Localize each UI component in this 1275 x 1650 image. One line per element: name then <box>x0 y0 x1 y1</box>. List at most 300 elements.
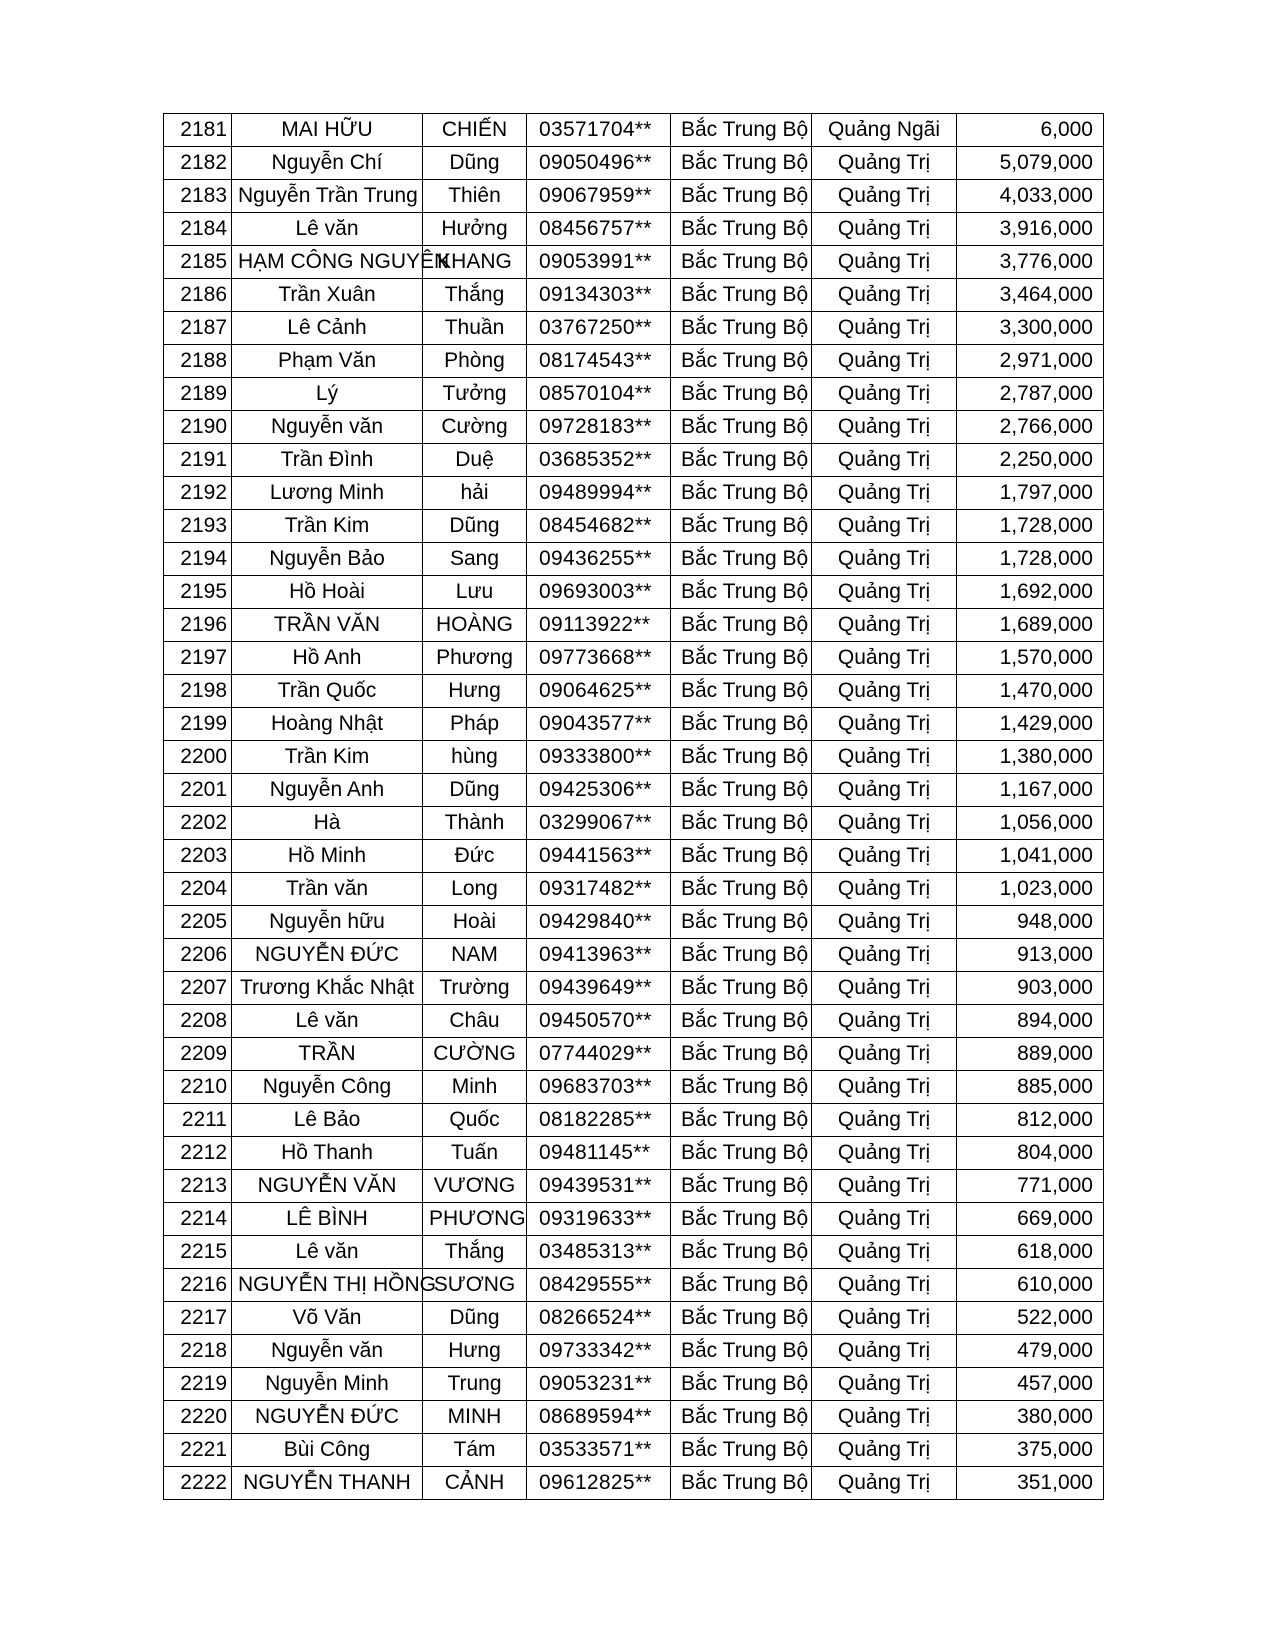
table-row <box>164 576 1104 609</box>
province-cell: Quảng Trị <box>812 1170 957 1203</box>
row-number: 2187 <box>164 312 232 345</box>
surname-cell: Hà <box>232 807 423 840</box>
surname-cell: Lê Bảo <box>232 1104 423 1137</box>
surname-cell: Trần Xuân <box>232 279 423 312</box>
province-cell: Quảng Trị <box>812 609 957 642</box>
given-name-cell: Trường <box>423 972 527 1005</box>
amount-cell: 351,000 <box>957 1467 1104 1500</box>
region-cell: Bắc Trung Bộ <box>671 1302 812 1335</box>
table-row <box>164 213 1104 246</box>
amount-cell: 3,300,000 <box>957 312 1104 345</box>
given-name-cell: Thắng <box>423 1236 527 1269</box>
table-row <box>164 1335 1104 1368</box>
surname-cell: Võ Văn <box>232 1302 423 1335</box>
amount-cell: 1,470,000 <box>957 675 1104 708</box>
region-cell: Bắc Trung Bộ <box>671 1104 812 1137</box>
region-cell: Bắc Trung Bộ <box>671 939 812 972</box>
surname-cell: Trần Đình <box>232 444 423 477</box>
row-number: 2196 <box>164 609 232 642</box>
phone-cell: 08429555** <box>527 1269 671 1302</box>
region-cell: Bắc Trung Bộ <box>671 1269 812 1302</box>
region-cell: Bắc Trung Bộ <box>671 1137 812 1170</box>
phone-cell: 09429840** <box>527 906 671 939</box>
surname-cell: Trần Kim <box>232 741 423 774</box>
given-name-cell: Minh <box>423 1071 527 1104</box>
given-name-cell: PHƯƠNG <box>423 1203 527 1236</box>
region-cell: Bắc Trung Bộ <box>671 675 812 708</box>
region-cell: Bắc Trung Bộ <box>671 972 812 1005</box>
surname-cell: NGUYỄN VĂN <box>232 1170 423 1203</box>
table-row <box>164 609 1104 642</box>
given-name-cell: Thiên <box>423 180 527 213</box>
table-row <box>164 708 1104 741</box>
table-row <box>164 939 1104 972</box>
table-row <box>164 114 1104 147</box>
amount-cell: 1,380,000 <box>957 741 1104 774</box>
province-cell: Quảng Trị <box>812 675 957 708</box>
surname-cell: Nguyễn văn <box>232 1335 423 1368</box>
row-number: 2208 <box>164 1005 232 1038</box>
province-cell: Quảng Trị <box>812 312 957 345</box>
surname-cell: Phạm Văn <box>232 345 423 378</box>
row-number: 2216 <box>164 1269 232 1302</box>
region-cell: Bắc Trung Bộ <box>671 741 812 774</box>
region-cell: Bắc Trung Bộ <box>671 906 812 939</box>
region-cell: Bắc Trung Bộ <box>671 708 812 741</box>
phone-cell: 09439649** <box>527 972 671 1005</box>
amount-cell: 1,797,000 <box>957 477 1104 510</box>
row-number: 2198 <box>164 675 232 708</box>
region-cell: Bắc Trung Bộ <box>671 378 812 411</box>
table-row <box>164 1302 1104 1335</box>
province-cell: Quảng Trị <box>812 1236 957 1269</box>
amount-cell: 894,000 <box>957 1005 1104 1038</box>
region-cell: Bắc Trung Bộ <box>671 1401 812 1434</box>
row-number: 2181 <box>164 114 232 147</box>
region-cell: Bắc Trung Bộ <box>671 642 812 675</box>
amount-cell: 479,000 <box>957 1335 1104 1368</box>
table-row <box>164 807 1104 840</box>
table-row <box>164 873 1104 906</box>
phone-cell: 09683703** <box>527 1071 671 1104</box>
surname-cell: Nguyễn Minh <box>232 1368 423 1401</box>
data-table <box>163 113 1104 1500</box>
table-row <box>164 1170 1104 1203</box>
phone-cell: 09612825** <box>527 1467 671 1500</box>
phone-cell: 08570104** <box>527 378 671 411</box>
row-number: 2201 <box>164 774 232 807</box>
amount-cell: 1,023,000 <box>957 873 1104 906</box>
given-name-cell: Đức <box>423 840 527 873</box>
row-number: 2182 <box>164 147 232 180</box>
region-cell: Bắc Trung Bộ <box>671 114 812 147</box>
region-cell: Bắc Trung Bộ <box>671 1038 812 1071</box>
amount-cell: 1,570,000 <box>957 642 1104 675</box>
province-cell: Quảng Trị <box>812 1335 957 1368</box>
row-number: 2192 <box>164 477 232 510</box>
table-row <box>164 1467 1104 1500</box>
phone-cell: 07744029** <box>527 1038 671 1071</box>
amount-cell: 2,766,000 <box>957 411 1104 444</box>
table-row <box>164 1269 1104 1302</box>
amount-cell: 380,000 <box>957 1401 1104 1434</box>
row-number: 2221 <box>164 1434 232 1467</box>
province-cell: Quảng Trị <box>812 642 957 675</box>
phone-cell: 09413963** <box>527 939 671 972</box>
row-number: 2193 <box>164 510 232 543</box>
province-cell: Quảng Trị <box>812 246 957 279</box>
table-row <box>164 543 1104 576</box>
phone-cell: 09050496** <box>527 147 671 180</box>
surname-cell: NGUYỄN ĐỨC <box>232 1401 423 1434</box>
given-name-cell: SƯƠNG <box>423 1269 527 1302</box>
region-cell: Bắc Trung Bộ <box>671 147 812 180</box>
given-name-cell: Tuấn <box>423 1137 527 1170</box>
amount-cell: 771,000 <box>957 1170 1104 1203</box>
table-row <box>164 444 1104 477</box>
table-row <box>164 972 1104 1005</box>
row-number: 2188 <box>164 345 232 378</box>
row-number: 2220 <box>164 1401 232 1434</box>
province-cell: Quảng Trị <box>812 543 957 576</box>
province-cell: Quảng Trị <box>812 213 957 246</box>
given-name-cell: Phòng <box>423 345 527 378</box>
province-cell: Quảng Trị <box>812 708 957 741</box>
surname-cell: Lê văn <box>232 1005 423 1038</box>
surname-cell: Hoàng Nhật <box>232 708 423 741</box>
amount-cell: 5,079,000 <box>957 147 1104 180</box>
surname-cell: Lương Minh <box>232 477 423 510</box>
phone-cell: 09053231** <box>527 1368 671 1401</box>
province-cell: Quảng Trị <box>812 774 957 807</box>
row-number: 2203 <box>164 840 232 873</box>
given-name-cell: CHIẾN <box>423 114 527 147</box>
amount-cell: 457,000 <box>957 1368 1104 1401</box>
surname-cell: Nguyễn Công <box>232 1071 423 1104</box>
province-cell: Quảng Trị <box>812 576 957 609</box>
table-row <box>164 1104 1104 1137</box>
row-number: 2200 <box>164 741 232 774</box>
amount-cell: 1,689,000 <box>957 609 1104 642</box>
surname-cell: MAI HỮU <box>232 114 423 147</box>
surname-cell: Nguyễn Bảo <box>232 543 423 576</box>
province-cell: Quảng Trị <box>812 444 957 477</box>
region-cell: Bắc Trung Bộ <box>671 543 812 576</box>
surname-cell: TRẦN <box>232 1038 423 1071</box>
amount-cell: 4,033,000 <box>957 180 1104 213</box>
given-name-cell: Quốc <box>423 1104 527 1137</box>
phone-cell: 03685352** <box>527 444 671 477</box>
region-cell: Bắc Trung Bộ <box>671 774 812 807</box>
row-number: 2197 <box>164 642 232 675</box>
region-cell: Bắc Trung Bộ <box>671 510 812 543</box>
given-name-cell: Hưởng <box>423 213 527 246</box>
amount-cell: 1,167,000 <box>957 774 1104 807</box>
province-cell: Quảng Trị <box>812 1005 957 1038</box>
region-cell: Bắc Trung Bộ <box>671 609 812 642</box>
given-name-cell: Thuần <box>423 312 527 345</box>
phone-cell: 08266524** <box>527 1302 671 1335</box>
amount-cell: 3,916,000 <box>957 213 1104 246</box>
region-cell: Bắc Trung Bộ <box>671 444 812 477</box>
province-cell: Quảng Trị <box>812 1104 957 1137</box>
row-number: 2183 <box>164 180 232 213</box>
given-name-cell: Duệ <box>423 444 527 477</box>
surname-cell: HẠM CÔNG NGUYÊN <box>232 246 423 279</box>
table-row <box>164 642 1104 675</box>
table-row <box>164 741 1104 774</box>
amount-cell: 948,000 <box>957 906 1104 939</box>
given-name-cell: VƯƠNG <box>423 1170 527 1203</box>
table-row <box>164 312 1104 345</box>
amount-cell: 885,000 <box>957 1071 1104 1104</box>
province-cell: Quảng Trị <box>812 1401 957 1434</box>
row-number: 2204 <box>164 873 232 906</box>
phone-cell: 09439531** <box>527 1170 671 1203</box>
province-cell: Quảng Trị <box>812 840 957 873</box>
province-cell: Quảng Trị <box>812 1038 957 1071</box>
phone-cell: 09481145** <box>527 1137 671 1170</box>
province-cell: Quảng Trị <box>812 1203 957 1236</box>
phone-cell: 09043577** <box>527 708 671 741</box>
province-cell: Quảng Trị <box>812 1467 957 1500</box>
province-cell: Quảng Trị <box>812 147 957 180</box>
amount-cell: 903,000 <box>957 972 1104 1005</box>
row-number: 2211 <box>164 1104 232 1137</box>
region-cell: Bắc Trung Bộ <box>671 807 812 840</box>
province-cell: Quảng Trị <box>812 972 957 1005</box>
amount-cell: 3,776,000 <box>957 246 1104 279</box>
phone-cell: 09053991** <box>527 246 671 279</box>
province-cell: Quảng Trị <box>812 741 957 774</box>
province-cell: Quảng Trị <box>812 477 957 510</box>
table-row <box>164 477 1104 510</box>
table-row <box>164 840 1104 873</box>
row-number: 2195 <box>164 576 232 609</box>
surname-cell: Nguyễn Chí <box>232 147 423 180</box>
row-number: 2210 <box>164 1071 232 1104</box>
region-cell: Bắc Trung Bộ <box>671 477 812 510</box>
phone-cell: 08689594** <box>527 1401 671 1434</box>
row-number: 2205 <box>164 906 232 939</box>
row-number: 2219 <box>164 1368 232 1401</box>
given-name-cell: MINH <box>423 1401 527 1434</box>
row-number: 2206 <box>164 939 232 972</box>
surname-cell: NGUYỄN THANH <box>232 1467 423 1500</box>
phone-cell: 09693003** <box>527 576 671 609</box>
table-row <box>164 1038 1104 1071</box>
region-cell: Bắc Trung Bộ <box>671 1335 812 1368</box>
phone-cell: 08182285** <box>527 1104 671 1137</box>
amount-cell: 1,429,000 <box>957 708 1104 741</box>
given-name-cell: Thành <box>423 807 527 840</box>
row-number: 2218 <box>164 1335 232 1368</box>
amount-cell: 618,000 <box>957 1236 1104 1269</box>
table-row <box>164 279 1104 312</box>
given-name-cell: Hưng <box>423 675 527 708</box>
row-number: 2184 <box>164 213 232 246</box>
given-name-cell: HOÀNG <box>423 609 527 642</box>
province-cell: Quảng Trị <box>812 1434 957 1467</box>
surname-cell: Bùi Công <box>232 1434 423 1467</box>
phone-cell: 03533571** <box>527 1434 671 1467</box>
row-number: 2185 <box>164 246 232 279</box>
region-cell: Bắc Trung Bộ <box>671 840 812 873</box>
row-number: 2191 <box>164 444 232 477</box>
amount-cell: 1,041,000 <box>957 840 1104 873</box>
phone-cell: 09333800** <box>527 741 671 774</box>
phone-cell: 09728183** <box>527 411 671 444</box>
row-number: 2194 <box>164 543 232 576</box>
province-cell: Quảng Trị <box>812 1368 957 1401</box>
region-cell: Bắc Trung Bộ <box>671 1071 812 1104</box>
amount-cell: 804,000 <box>957 1137 1104 1170</box>
amount-cell: 1,056,000 <box>957 807 1104 840</box>
given-name-cell: CẢNH <box>423 1467 527 1500</box>
province-cell: Quảng Trị <box>812 906 957 939</box>
given-name-cell: hùng <box>423 741 527 774</box>
amount-cell: 1,692,000 <box>957 576 1104 609</box>
given-name-cell: Tưởng <box>423 378 527 411</box>
row-number: 2214 <box>164 1203 232 1236</box>
phone-cell: 09317482** <box>527 873 671 906</box>
row-number: 2217 <box>164 1302 232 1335</box>
amount-cell: 2,787,000 <box>957 378 1104 411</box>
surname-cell: TRẦN VĂN <box>232 609 423 642</box>
province-cell: Quảng Trị <box>812 939 957 972</box>
table-row <box>164 1368 1104 1401</box>
given-name-cell: Tám <box>423 1434 527 1467</box>
phone-cell: 09450570** <box>527 1005 671 1038</box>
province-cell: Quảng Trị <box>812 180 957 213</box>
surname-cell: Nguyễn Trần Trung <box>232 180 423 213</box>
region-cell: Bắc Trung Bộ <box>671 411 812 444</box>
given-name-cell: Châu <box>423 1005 527 1038</box>
amount-cell: 6,000 <box>957 114 1104 147</box>
given-name-cell: Phương <box>423 642 527 675</box>
amount-cell: 812,000 <box>957 1104 1104 1137</box>
phone-cell: 03767250** <box>527 312 671 345</box>
given-name-cell: Lưu <box>423 576 527 609</box>
phone-cell: 09773668** <box>527 642 671 675</box>
table-row <box>164 1005 1104 1038</box>
given-name-cell: Long <box>423 873 527 906</box>
row-number: 2212 <box>164 1137 232 1170</box>
region-cell: Bắc Trung Bộ <box>671 1005 812 1038</box>
row-number: 2202 <box>164 807 232 840</box>
amount-cell: 669,000 <box>957 1203 1104 1236</box>
given-name-cell: Sang <box>423 543 527 576</box>
given-name-cell: Hưng <box>423 1335 527 1368</box>
table-row <box>164 1236 1104 1269</box>
row-number: 2186 <box>164 279 232 312</box>
surname-cell: NGUYỄN THỊ HỒNG <box>232 1269 423 1302</box>
surname-cell: Hồ Anh <box>232 642 423 675</box>
row-number: 2222 <box>164 1467 232 1500</box>
amount-cell: 522,000 <box>957 1302 1104 1335</box>
province-cell: Quảng Trị <box>812 378 957 411</box>
surname-cell: Lê văn <box>232 1236 423 1269</box>
amount-cell: 913,000 <box>957 939 1104 972</box>
table-row <box>164 774 1104 807</box>
row-number: 2209 <box>164 1038 232 1071</box>
province-cell: Quảng Trị <box>812 1071 957 1104</box>
phone-cell: 03485313** <box>527 1236 671 1269</box>
surname-cell: Lý <box>232 378 423 411</box>
surname-cell: NGUYỄN ĐỨC <box>232 939 423 972</box>
table-row <box>164 1203 1104 1236</box>
row-number: 2207 <box>164 972 232 1005</box>
given-name-cell: Hoài <box>423 906 527 939</box>
province-cell: Quảng Trị <box>812 873 957 906</box>
surname-cell: LÊ BÌNH <box>232 1203 423 1236</box>
region-cell: Bắc Trung Bộ <box>671 1434 812 1467</box>
province-cell: Quảng Trị <box>812 345 957 378</box>
table-row <box>164 510 1104 543</box>
region-cell: Bắc Trung Bộ <box>671 1467 812 1500</box>
amount-cell: 2,250,000 <box>957 444 1104 477</box>
given-name-cell: CƯỜNG <box>423 1038 527 1071</box>
region-cell: Bắc Trung Bộ <box>671 576 812 609</box>
given-name-cell: Thắng <box>423 279 527 312</box>
phone-cell: 03299067** <box>527 807 671 840</box>
surname-cell: Trần Quốc <box>232 675 423 708</box>
province-cell: Quảng Trị <box>812 807 957 840</box>
table-row <box>164 906 1104 939</box>
given-name-cell: Dũng <box>423 774 527 807</box>
province-cell: Quảng Ngãi <box>812 114 957 147</box>
province-cell: Quảng Trị <box>812 411 957 444</box>
surname-cell: Hồ Hoài <box>232 576 423 609</box>
phone-cell: 08174543** <box>527 345 671 378</box>
region-cell: Bắc Trung Bộ <box>671 312 812 345</box>
region-cell: Bắc Trung Bộ <box>671 1368 812 1401</box>
region-cell: Bắc Trung Bộ <box>671 1236 812 1269</box>
surname-cell: Nguyễn văn <box>232 411 423 444</box>
amount-cell: 1,728,000 <box>957 543 1104 576</box>
region-cell: Bắc Trung Bộ <box>671 1203 812 1236</box>
phone-cell: 09067959** <box>527 180 671 213</box>
row-number: 2189 <box>164 378 232 411</box>
phone-cell: 09436255** <box>527 543 671 576</box>
given-name-cell: hải <box>423 477 527 510</box>
table-row <box>164 180 1104 213</box>
province-cell: Quảng Trị <box>812 279 957 312</box>
amount-cell: 610,000 <box>957 1269 1104 1302</box>
table-row <box>164 345 1104 378</box>
table-row <box>164 1401 1104 1434</box>
given-name-cell: KHANG <box>423 246 527 279</box>
phone-cell: 09733342** <box>527 1335 671 1368</box>
row-number: 2213 <box>164 1170 232 1203</box>
surname-cell: Trần Kim <box>232 510 423 543</box>
region-cell: Bắc Trung Bộ <box>671 213 812 246</box>
table-row <box>164 147 1104 180</box>
phone-cell: 09319633** <box>527 1203 671 1236</box>
table-body <box>164 114 1104 1500</box>
given-name-cell: Dũng <box>423 1302 527 1335</box>
surname-cell: Nguyễn hữu <box>232 906 423 939</box>
phone-cell: 03571704** <box>527 114 671 147</box>
given-name-cell: Cường <box>423 411 527 444</box>
surname-cell: Lê Cảnh <box>232 312 423 345</box>
phone-cell: 09134303** <box>527 279 671 312</box>
row-number: 2190 <box>164 411 232 444</box>
amount-cell: 375,000 <box>957 1434 1104 1467</box>
phone-cell: 09425306** <box>527 774 671 807</box>
surname-cell: Trương Khắc Nhật <box>232 972 423 1005</box>
row-number: 2199 <box>164 708 232 741</box>
